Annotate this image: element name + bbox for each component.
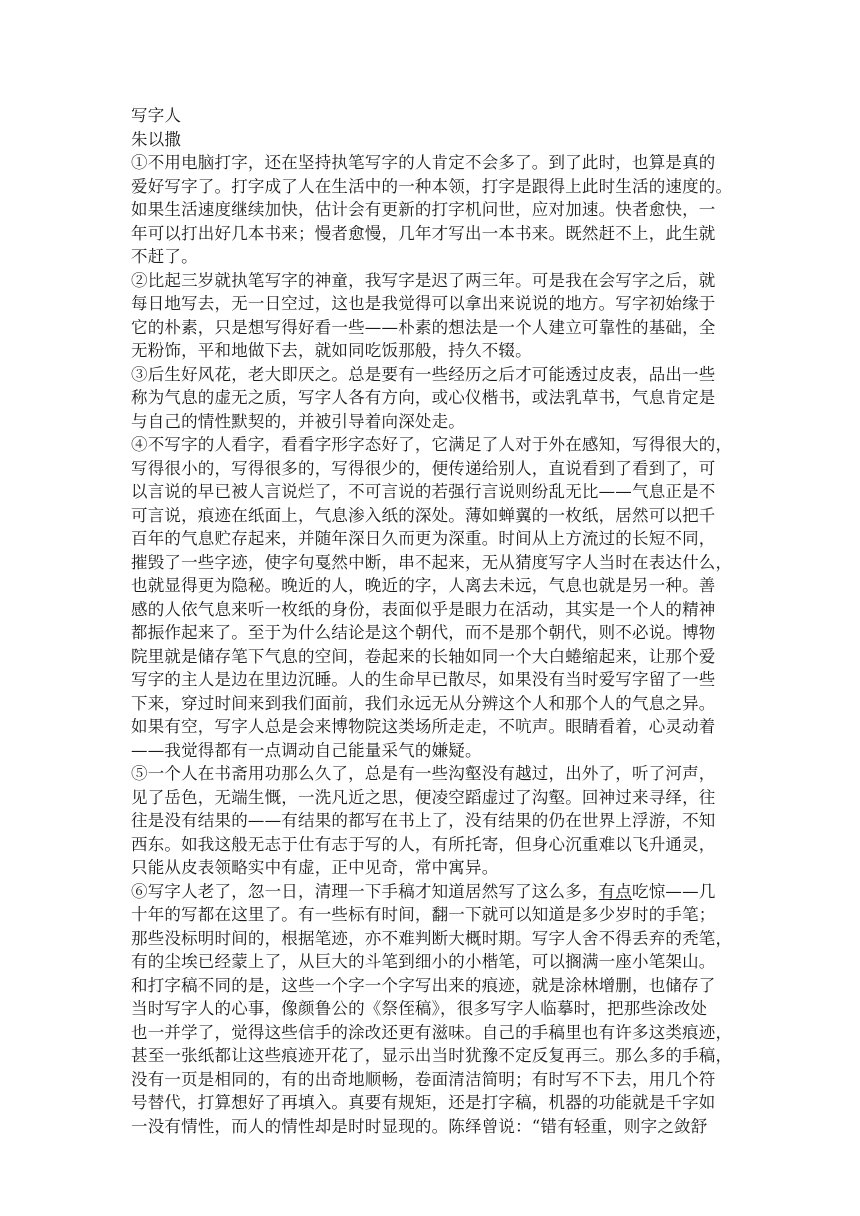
paragraph-line: 摧毁了一些字迹，使字句戛然中断，串不起来，无从猜度写字人当时在表达什么， [131, 552, 733, 572]
paragraph-line: 不赶了。 [131, 247, 198, 266]
paragraph-line: 和打字稿不同的是，这些一个字一个字写出来的痕迹，就是涂林增删，也储存了 [131, 975, 716, 995]
paragraph-line: 那些没标明时间的，根据笔迹，亦不难判断大概时期。写字人舍不得丢弃的秃笔， [131, 928, 733, 948]
paragraph-line: 都振作起来了。至于为什么结论是这个朝代，而不是那个朝代，则不必说。博物 [131, 623, 716, 642]
paragraph-line: 称为气息的虚无之质，写字人各有方向，或心仪楷书，或法乳草书，气息肯定是 [131, 388, 716, 407]
paragraph-line: 号替代，打算想好了再填入。真要有规矩，还是打字稿，机器的功能就是千字如 [131, 1093, 716, 1112]
paragraph-2 [131, 269, 731, 363]
paragraph-line: 有的尘埃已经蒙上了，从巨大的斗笔到细小的小楷笔，可以搁满一座小笔架山。 [131, 952, 716, 971]
paragraph-line-end: 吃惊——几 [632, 881, 716, 901]
paragraph-line: 也一并学了，觉得这些信手的涂改还更有滋味。自己的手稿里也有许多这类痕迹， [131, 1022, 733, 1042]
paragraph-line-start: ⑥写字人老了，忽一日，清理一下手稿才知道居然写了这么多， [131, 881, 599, 901]
paragraph-4 [131, 433, 731, 762]
paragraph-line: 感的人依气息来听一枚纸的身份，表面似乎是眼力在活动，其实是一个人的精神 [131, 599, 716, 619]
paragraph-line: 也就显得更为隐秘。晚近的人，晚近的字，人离去未远，气息也就是另一种。善 [131, 576, 716, 595]
article-title: 写字人 [131, 106, 182, 125]
paragraph-line: 往是没有结果的——有结果的都写在书上了，没有结果的仍在世界上浮游，不知 [131, 811, 716, 830]
paragraph-line: ⑤一个人在书斋用功那么久了，总是有一些沟壑没有越过，出外了，听了河声， [131, 764, 716, 783]
paragraph-line: 十年的写都在这里了。有一些标有时间，翻一下就可以知道是多少岁时的手笔； [131, 905, 716, 924]
paragraph-5 [131, 762, 731, 880]
paragraph-6 [131, 880, 731, 1139]
paragraph-line: 它的朴素，只是想写得好看一些——朴素的想法是一个人建立可靠性的基础，全 [131, 317, 716, 337]
paragraph-line [131, 880, 731, 904]
paragraph-line: 院里就是储存笔下气息的空间，卷起来的长轴如同一个大白蜷缩起来，让那个爱 [131, 646, 716, 666]
paragraph-line: ③后生好风花，老大即厌之。总是要有一些经历之后才可能透过皮表，品出一些 [131, 364, 716, 384]
paragraph-line: 西东。如我这般无志于仕有志于写的人，有所托寄，但身心沉重难以飞升通灵， [131, 834, 716, 854]
paragraph-line: 与自己的情性默契的，并被引导着向深处走。 [131, 411, 465, 431]
paragraph-line: 年可以打出好几本书来；慢者愈慢，几年才写出一本书来。既然赶不上，此生就 [131, 223, 716, 243]
paragraph-line: 百年的气息贮存起来，并随年深日久而更为深重。时间从上方流过的长短不同， [131, 529, 716, 548]
paragraph-line: 如果生活速度继续加快，估计会有更新的打字机问世，应对加速。快者愈快，一 [131, 200, 716, 219]
paragraph-line: ④不写字的人看字，看看字形字态好了，它满足了人对于外在感知，写得很大的， [131, 435, 733, 454]
paragraph-line: 可言说，痕迹在纸面上，气息渗入纸的深处。薄如蝉翼的一枚纸，居然可以把千 [131, 505, 716, 525]
paragraph-line: ①不用电脑打字，还在坚持执笔写字的人肯定不会多了。到了此时，也算是真的 [131, 153, 716, 172]
paragraph-line: 当时写字人的心事，像颜鲁公的《祭侄稿》，很多写字人临摹时，把那些涂改处 [131, 999, 708, 1018]
paragraph-line: 爱好写字了。打字成了人在生活中的一种本领，打字是跟得上此时生活的速度的。 [131, 176, 733, 196]
paragraph-line: ②比起三岁就执笔写字的神童，我写字是迟了两三年。可是我在会写字之后，就 [131, 270, 716, 290]
article [131, 104, 731, 1138]
paragraph-line: 每日地写去，无一日空过，这也是我觉得可以拿出来说说的地方。写字初始缘于 [131, 294, 716, 313]
paragraph-line: 无粉饰，平和地做下去，就如同吃饭那般，持久不辍。 [131, 341, 532, 360]
paragraph-line: 下来，穿过时间来到我们面前，我们永远无从分辨这个人和那个人的气息之异。 [131, 693, 716, 713]
paragraph-3 [131, 363, 731, 434]
paragraph-line: 如果有空，写字人总是会来博物院这类场所走走，不吭声。眼睛看着，心灵动着 [131, 717, 716, 736]
paragraph-line: 没有一页是相同的，有的出奇地顺畅，卷面清洁简明；有时写不下去，用几个符 [131, 1069, 716, 1089]
paragraph-line: 只能从皮表领略实中有虚，正中见奇，常中寓异。 [131, 858, 499, 877]
paragraph-line: 一没有情性，而人的情性却是时时显现的。陈绎曾说：“错有轻重，则字之敛舒 [131, 1116, 708, 1136]
paragraph-1 [131, 151, 731, 269]
paragraph-line: ——我觉得都有一点调动自己能量采气的嫌疑。 [131, 740, 482, 760]
emphasized-text: 有点 [598, 881, 633, 901]
article-author: 朱以撒 [131, 129, 182, 149]
paragraph-line: 以言说的早已被人言说烂了，不可言说的若强行言说则纷乱无比——气息正是不 [131, 482, 716, 501]
paragraph-line: 写字的主人是边在里边沉睡。人的生命早已散尽，如果没有当时爱写字留了一些 [131, 670, 716, 689]
paragraph-line: 甚至一张纸都让这些痕迹开花了，显示出当时犹豫不定反复再三。那么多的手稿， [131, 1046, 733, 1065]
paragraph-line: 写得很小的，写得很多的，写得很少的，便传递给别人，直说看到了看到了，可 [131, 458, 716, 478]
paragraph-line: 见了岳色，无端生慨，一洗凡近之思，便凌空蹈虚过了沟壑。回神过来寻绎，往 [131, 787, 716, 807]
